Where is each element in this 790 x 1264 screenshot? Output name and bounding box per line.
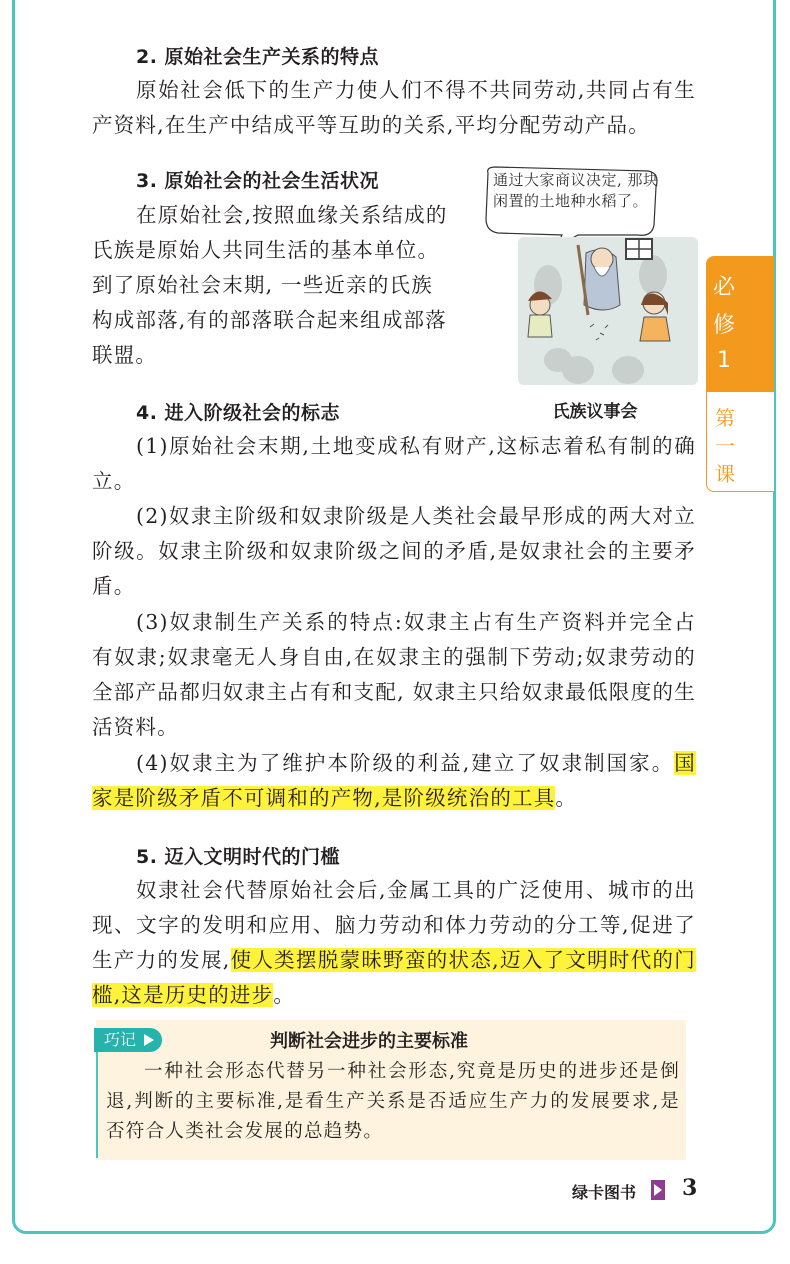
publisher-brand: 绿卡图书 xyxy=(572,1183,637,1202)
section-heading-4: 4. 进入阶级社会的标志 xyxy=(136,402,341,424)
section-3-line: 氏族是原始人共同生活的基本单位。 xyxy=(92,238,440,262)
side-tab-book-char: 必 xyxy=(712,275,735,300)
background-figure xyxy=(544,348,572,372)
section-heading-3: 3. 原始社会的社会生活状况 xyxy=(136,170,380,192)
side-tab-lesson-char: 第 xyxy=(715,406,735,430)
section-heading-5: 5. 迈入文明时代的门槛 xyxy=(136,846,341,868)
elder-head xyxy=(591,248,613,270)
background-figure xyxy=(612,356,644,384)
play-arrow-icon xyxy=(144,1034,154,1046)
side-tab-book-char: 修 xyxy=(712,313,735,338)
section-4-point-1: (1)原始社会末期,土地变成私有财产,这标志着私有制的确立。 xyxy=(92,434,696,493)
memory-tip-tag xyxy=(94,1028,162,1052)
highlighted-text: 国家是阶级矛盾不可调和的产物,是阶级统治的工具 xyxy=(92,751,696,810)
page-number: 3 xyxy=(682,1175,698,1201)
side-tab-lesson-char: 课 xyxy=(715,462,735,486)
section-5-text: 奴隶社会代替原始社会后,金属工具的广泛使用、城市的出现、文字的发明和应用、脑力劳动和体力劳动的分工等,促进了生产力的发展, xyxy=(92,878,696,972)
illustration-caption: 氏族议事会 xyxy=(552,402,638,422)
period: 。 xyxy=(555,786,578,810)
chapter-side-tab xyxy=(706,256,774,492)
background-figure xyxy=(639,255,667,295)
section-4-point-4-text: (4)奴隶主为了维护本阶级的利益,建立了奴隶制国家。 xyxy=(136,751,675,775)
section-3-line: 在原始社会,按照血缘关系结成的 xyxy=(136,203,448,227)
memory-tip-border xyxy=(96,1048,98,1158)
side-tab-book xyxy=(706,256,774,392)
section-3-line: 联盟。 xyxy=(92,343,158,367)
section-3-line: 到了原始社会末期, 一些近亲的氏族 xyxy=(92,273,433,297)
side-tab-lesson xyxy=(706,392,774,492)
side-tab-lesson-char: 一 xyxy=(715,434,735,458)
child-body xyxy=(528,315,552,337)
section-4-point-3: (3)奴隶制生产关系的特点:奴隶主占有生产资料并完全占有奴隶;奴隶毫无人身自由,在奴隶主的强制下劳动;奴隶劳动的全部产品都归奴隶主占有和支配, 奴隶主只给奴隶最低限度的生活资料。 xyxy=(92,610,696,739)
girl-body xyxy=(640,317,670,341)
brand-arrow-icon xyxy=(651,1180,665,1200)
speech-bubble-text: 通过大家商议决定, 那块闲置的土地种水稻了。 xyxy=(493,171,659,210)
section-body-5 xyxy=(92,873,696,1013)
period: 。 xyxy=(273,983,296,1007)
side-tab-book-char: 1 xyxy=(717,348,731,373)
highlighted-text: 使人类摆脱蒙昧野蛮的状态,迈入了文明时代的门槛,这是历史的进步 xyxy=(92,948,697,1007)
section-body-2: 原始社会低下的生产力使人们不得不共同劳动,共同占有生产资料,在生产中结成平等互助的关系,平均分配劳动产品。 xyxy=(92,78,696,137)
memory-tip-title: 判断社会进步的主要标准 xyxy=(270,1031,468,1052)
memory-tip-tag-label: 巧记 xyxy=(104,1030,137,1049)
section-heading-2: 2. 原始社会生产关系的特点 xyxy=(136,46,380,68)
section-4-point-2: (2)奴隶主阶级和奴隶阶级是人类社会最早形成的两大对立阶级。奴隶主阶级和奴隶阶级之间的矛盾,是奴隶社会的主要矛盾。 xyxy=(92,504,696,598)
memory-tip-body: 一种社会形态代替另一种社会形态,究竟是历史的进步还是倒退,判断的主要标准,是看生产关系是否适应生产力的发展要求,是否符合人类社会发展的总趋势。 xyxy=(106,1061,680,1142)
section-3-line: 构成部落,有的部落联合起来组成部落 xyxy=(92,308,447,332)
section-4-point-4 xyxy=(92,746,696,816)
section-body-3 xyxy=(92,198,464,373)
